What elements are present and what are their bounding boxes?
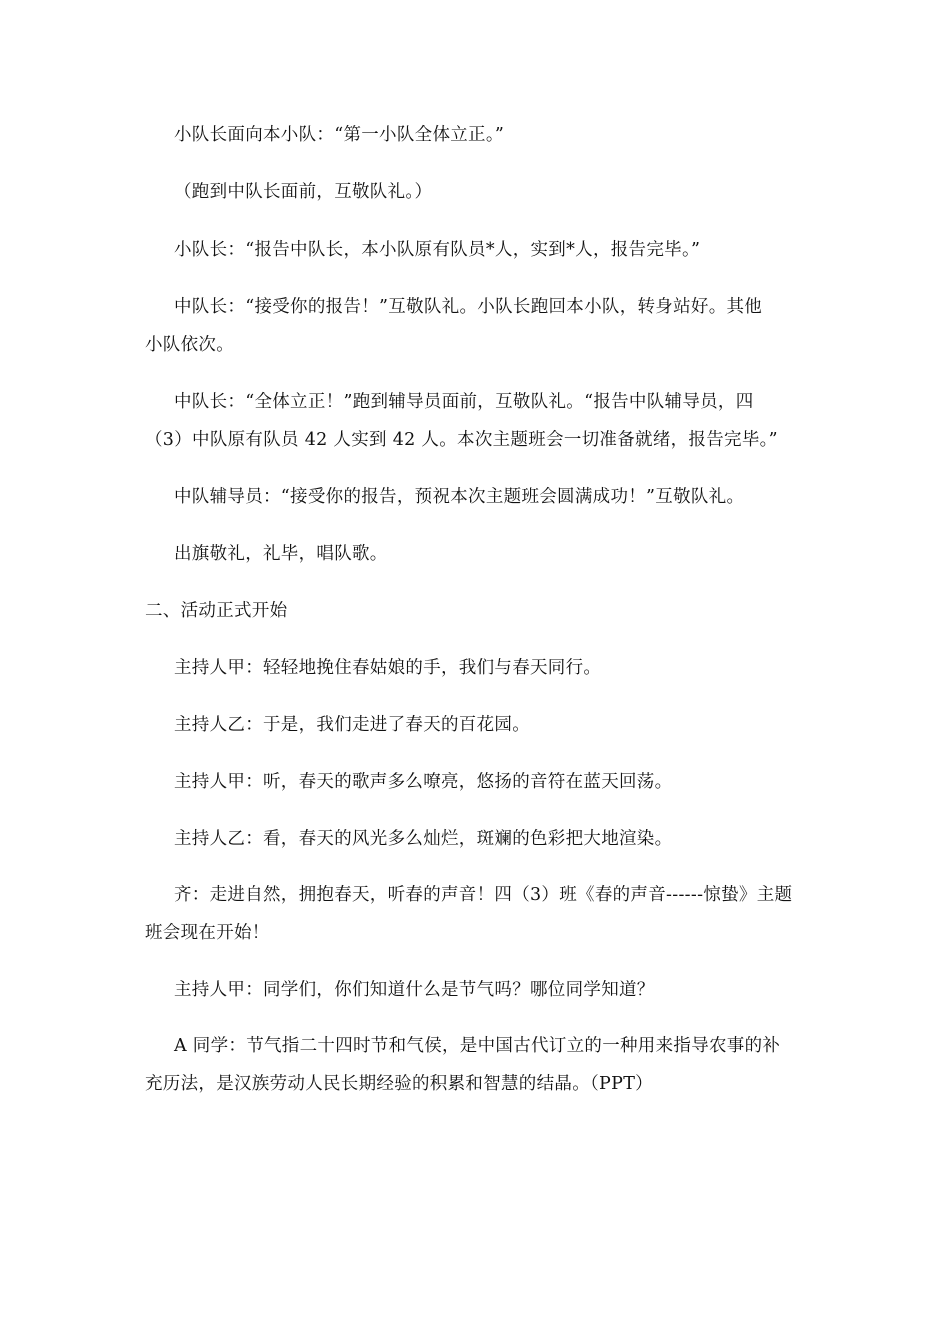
text-line: 小队依次。 (145, 335, 234, 355)
text-line: 小队长：“报告中队长，本小队原有队员*人，实到*人，报告完毕。” (174, 240, 701, 260)
text-line: （3）中队原有队员 42 人实到 42 人。本次主题班会一切准备就绪，报告完毕。” (145, 430, 778, 450)
text-line: 小队长面向本小队：“第一小队全体立正。” (174, 125, 505, 145)
text-line: 主持人甲：听，春天的歌声多么嘹亮，悠扬的音符在蓝天回荡。 (174, 772, 673, 792)
text-line: 充历法，是汉族劳动人民长期经验的积累和智慧的结晶。（PPT） (145, 1074, 653, 1094)
text-line: 主持人甲：同学们，你们知道什么是节气吗？哪位同学知道？ (174, 980, 655, 1000)
text-line: 班会现在开始！ (145, 923, 270, 943)
text-line: 出旗敬礼，礼毕，唱队歌。 (174, 544, 388, 564)
text-line: 中队长：“接受你的报告！”互敬队礼。小队长跑回本小队，转身站好。其他 (174, 297, 763, 317)
section-heading: 二、活动正式开始 (145, 601, 288, 621)
text-line: 齐：走进自然，拥抱春天，听春的声音！四（3）班《春的声音------惊蛰》主题 (174, 885, 793, 905)
text-line: 主持人甲：轻轻地挽住春姑娘的手，我们与春天同行。 (174, 658, 602, 678)
text-line: （跑到中队长面前，互敬队礼。） (174, 182, 433, 202)
text-line: A 同学：节气指二十四时节和气侯，是中国古代订立的一种用来指导农事的补 (174, 1036, 781, 1056)
text-line: 中队长：“全体立正！”跑到辅导员面前，互敬队礼。“报告中队辅导员，四 (174, 392, 754, 412)
text-line: 中队辅导员：“接受你的报告，预祝本次主题班会圆满成功！”互敬队礼。 (174, 487, 745, 507)
text-line: 主持人乙：于是，我们走进了春天的百花园。 (174, 715, 530, 735)
text-line: 主持人乙：看，春天的风光多么灿烂，斑斓的色彩把大地渲染。 (174, 829, 673, 849)
